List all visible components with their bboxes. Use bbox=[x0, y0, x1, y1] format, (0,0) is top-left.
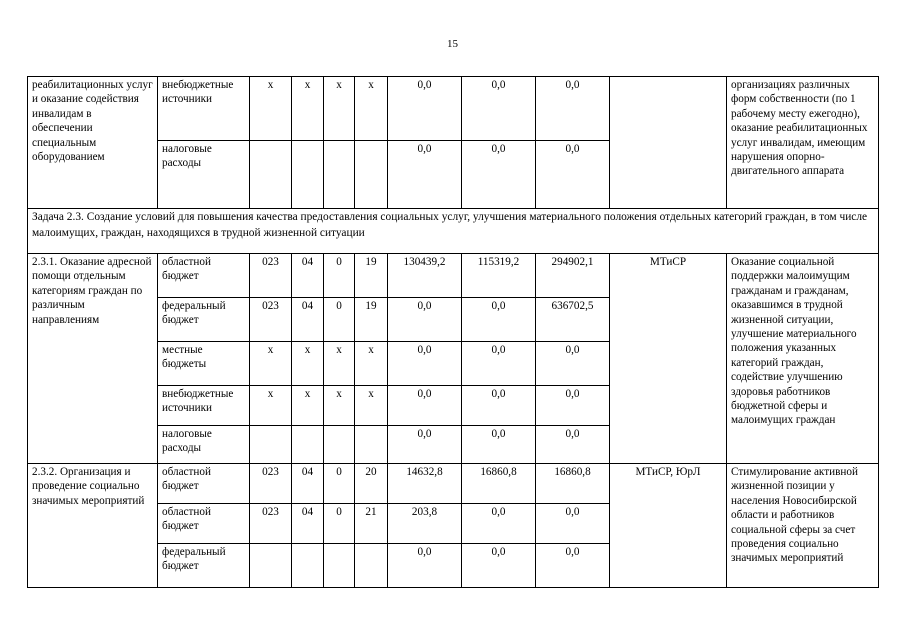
pr-cell: х bbox=[324, 386, 355, 426]
year1-cell: 0,0 bbox=[388, 342, 462, 386]
year2-cell: 0,0 bbox=[462, 544, 536, 588]
year2-cell: 0,0 bbox=[462, 386, 536, 426]
pr-cell bbox=[324, 141, 355, 209]
year1-cell: 0,0 bbox=[388, 426, 462, 464]
year2-cell: 0,0 bbox=[462, 77, 536, 141]
year2-cell: 0,0 bbox=[462, 504, 536, 544]
year3-cell: 16860,8 bbox=[536, 464, 610, 504]
funding-source-cell: областной бюджет bbox=[158, 464, 250, 504]
grbs-cell bbox=[250, 141, 292, 209]
grbs-cell: 023 bbox=[250, 298, 292, 342]
pr-cell: х bbox=[324, 342, 355, 386]
funding-source-cell: внебюджетные источники bbox=[158, 77, 250, 141]
funding-source-cell: областной бюджет bbox=[158, 254, 250, 298]
table-row bbox=[28, 464, 879, 504]
funding-source-cell: федеральный бюджет bbox=[158, 544, 250, 588]
year1-cell: 0,0 bbox=[388, 77, 462, 141]
grbs-cell: 023 bbox=[250, 504, 292, 544]
task-row bbox=[28, 209, 879, 254]
funding-source-cell: внебюджетные источники bbox=[158, 386, 250, 426]
year3-cell: 636702,5 bbox=[536, 298, 610, 342]
cs-cell: х bbox=[355, 77, 388, 141]
rz-cell bbox=[292, 141, 324, 209]
rz-cell: 04 bbox=[292, 298, 324, 342]
pr-cell: 0 bbox=[324, 504, 355, 544]
cs-cell: 21 bbox=[355, 504, 388, 544]
year1-cell: 130439,2 bbox=[388, 254, 462, 298]
pr-cell: 0 bbox=[324, 298, 355, 342]
pr-cell bbox=[324, 544, 355, 588]
year2-cell: 115319,2 bbox=[462, 254, 536, 298]
cs-cell: 19 bbox=[355, 254, 388, 298]
cs-cell: х bbox=[355, 386, 388, 426]
year2-cell: 0,0 bbox=[462, 298, 536, 342]
pr-cell: х bbox=[324, 77, 355, 141]
year1-cell: 0,0 bbox=[388, 298, 462, 342]
activity-name-cell: 2.3.2. Организация и проведение социально значимых мероприятий bbox=[28, 464, 158, 588]
expected-result-cell: Оказание социальной поддержки малоимущим гражданам и гражданам, оказавшимся в трудной жизненной ситуации, улучшение материального положения указанных категорий граждан, содействие улучшению здоровья работников бюджетной сферы и малоимущих граждан bbox=[727, 254, 879, 464]
rz-cell: 04 bbox=[292, 504, 324, 544]
year3-cell: 0,0 bbox=[536, 544, 610, 588]
year1-cell: 0,0 bbox=[388, 141, 462, 209]
year3-cell: 0,0 bbox=[536, 426, 610, 464]
year2-cell: 16860,8 bbox=[462, 464, 536, 504]
year2-cell: 0,0 bbox=[462, 426, 536, 464]
grbs-cell: 023 bbox=[250, 464, 292, 504]
year3-cell: 0,0 bbox=[536, 386, 610, 426]
rz-cell: х bbox=[292, 342, 324, 386]
funding-source-cell: областной бюджет bbox=[158, 504, 250, 544]
rz-cell: х bbox=[292, 77, 324, 141]
expected-result-cell: Стимулирование активной жизненной позиции у населения Новосибирской области и работников социальной сферы за счет проведения социально значимых мероприятий bbox=[727, 464, 879, 588]
grbs-cell bbox=[250, 544, 292, 588]
cs-cell bbox=[355, 141, 388, 209]
year3-cell: 294902,1 bbox=[536, 254, 610, 298]
year1-cell: 0,0 bbox=[388, 544, 462, 588]
cs-cell: х bbox=[355, 342, 388, 386]
table-row bbox=[28, 77, 879, 141]
grbs-cell: х bbox=[250, 342, 292, 386]
page-number: 15 bbox=[447, 38, 458, 50]
grbs-cell bbox=[250, 426, 292, 464]
funding-source-cell: федеральный бюджет bbox=[158, 298, 250, 342]
rz-cell bbox=[292, 426, 324, 464]
grbs-cell: х bbox=[250, 77, 292, 141]
rz-cell: х bbox=[292, 386, 324, 426]
expected-result-cell: организациях различных форм собственности (по 1 рабочему месту ежегодно), оказание реабилитационных услуг инвалидам, имеющим нарушения опорно-двигательного аппарата bbox=[727, 77, 879, 209]
cs-cell: 20 bbox=[355, 464, 388, 504]
activity-name-cell: 2.3.1. Оказание адресной помощи отдельным категориям граждан по различным направлениям bbox=[28, 254, 158, 464]
program-table bbox=[27, 76, 879, 588]
year3-cell: 0,0 bbox=[536, 141, 610, 209]
pr-cell: 0 bbox=[324, 254, 355, 298]
pr-cell bbox=[324, 426, 355, 464]
rz-cell: 04 bbox=[292, 254, 324, 298]
funding-source-cell: налоговые расходы bbox=[158, 426, 250, 464]
rz-cell: 04 bbox=[292, 464, 324, 504]
year1-cell: 14632,8 bbox=[388, 464, 462, 504]
funding-source-cell: налоговые расходы bbox=[158, 141, 250, 209]
executor-cell bbox=[610, 77, 727, 209]
executor-cell: МТиСР, ЮрЛ bbox=[610, 464, 727, 588]
task-heading: Задача 2.3. Создание условий для повышения качества предоставления социальных услуг, улучшения материального положения отдельных категорий граждан, в том числе малоимущих, граждан, находящихся в трудной жизненной ситуации bbox=[28, 209, 879, 254]
year1-cell: 0,0 bbox=[388, 386, 462, 426]
pr-cell: 0 bbox=[324, 464, 355, 504]
table-row bbox=[28, 254, 879, 298]
year3-cell: 0,0 bbox=[536, 342, 610, 386]
cs-cell: 19 bbox=[355, 298, 388, 342]
grbs-cell: х bbox=[250, 386, 292, 426]
year2-cell: 0,0 bbox=[462, 342, 536, 386]
funding-source-cell: местные бюджеты bbox=[158, 342, 250, 386]
year1-cell: 203,8 bbox=[388, 504, 462, 544]
year3-cell: 0,0 bbox=[536, 77, 610, 141]
cs-cell bbox=[355, 426, 388, 464]
activity-name-cell: реабилитационных услуг и оказание содействия инвалидам в обеспечении специальным оборудованием bbox=[28, 77, 158, 209]
cs-cell bbox=[355, 544, 388, 588]
executor-cell: МТиСР bbox=[610, 254, 727, 464]
year2-cell: 0,0 bbox=[462, 141, 536, 209]
grbs-cell: 023 bbox=[250, 254, 292, 298]
rz-cell bbox=[292, 544, 324, 588]
year3-cell: 0,0 bbox=[536, 504, 610, 544]
